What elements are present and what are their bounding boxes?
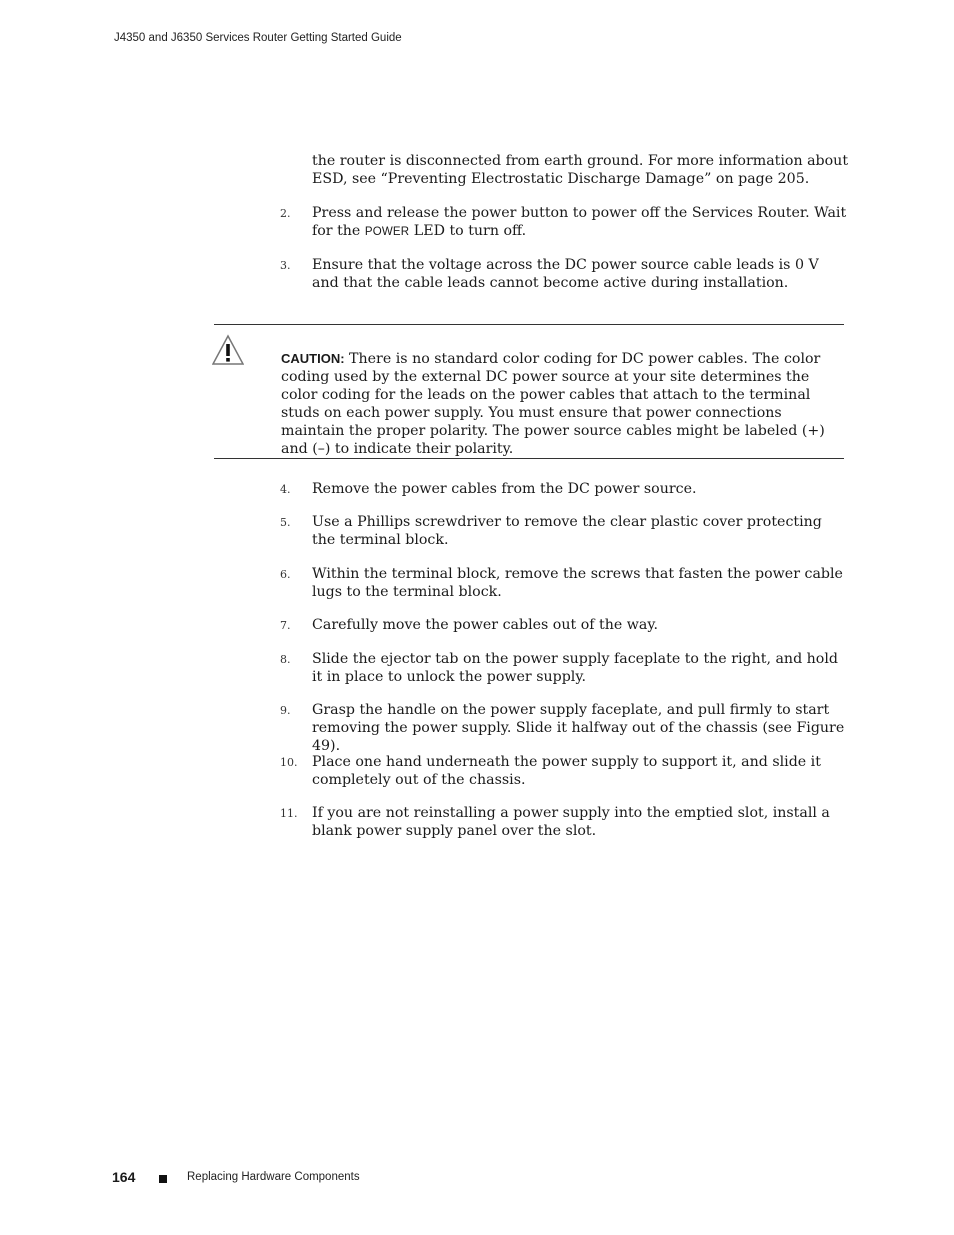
step-text: Within the terminal block, remove the screws that fasten the power cable lugs to the terminal block. xyxy=(312,566,843,600)
step-text: Place one hand underneath the power supply to support it, and slide it completely out of the chassis. xyxy=(312,754,821,788)
step-number: 11. xyxy=(280,807,298,820)
step-number: 9. xyxy=(280,704,291,717)
page-number: 164 xyxy=(112,1169,136,1185)
continued-line-2: ESD, see “Preventing Electrostatic Discharge Damage” on page 205. xyxy=(312,171,810,187)
footer-bullet-icon xyxy=(159,1175,167,1183)
caution-body: There is no standard color coding for DC power cables. The color coding used by the external DC power source at your site determines the color coding for the leads on the power cables that attach to the terminal studs on each power supply. You must ensure that power connections maintain the proper polarity. The power source cables might be labeled (+) and (–) to indicate their polarity. xyxy=(281,351,825,457)
caution-message xyxy=(281,350,847,458)
step-number: 5. xyxy=(280,516,291,529)
step-text: Remove the power cables from the DC power source. xyxy=(312,481,697,497)
caution-top-rule xyxy=(214,324,844,325)
running-header: J4350 and J6350 Services Router Getting Started Guide xyxy=(114,32,402,44)
step-number: 4. xyxy=(280,483,291,496)
step-text: Carefully move the power cables out of the way. xyxy=(312,617,658,633)
power-led-label: POWER xyxy=(364,226,410,238)
step-number: 7. xyxy=(280,619,291,632)
caution-label: CAUTION: xyxy=(281,351,345,366)
step-text: Ensure that the voltage across the DC power source cable leads is 0 V and that the cable leads cannot become active during installation. xyxy=(312,257,819,291)
step-number: 8. xyxy=(280,653,291,666)
caution-triangle-icon xyxy=(212,334,244,366)
continued-line-1: the router is disconnected from earth ground. For more information about xyxy=(312,153,849,169)
footer-section-title: Replacing Hardware Components xyxy=(187,1171,360,1183)
step-text: Use a Phillips screwdriver to remove the clear plastic cover protecting the terminal block. xyxy=(312,514,822,548)
step-number: 6. xyxy=(280,568,291,581)
step-text: Press and release the power button to power off the Services Router. Wait for the POWER LED to turn off. xyxy=(312,205,847,239)
step-text: If you are not reinstalling a power supply into the emptied slot, install a blank power supply panel over the slot. xyxy=(312,805,830,839)
step-number: 3. xyxy=(280,259,291,272)
step-number: 2. xyxy=(280,207,291,220)
step-text: Grasp the handle on the power supply faceplate, and pull firmly to start removing the power supply. Slide it halfway out of the chassis (see Figure 49). xyxy=(312,702,845,754)
step-text: Slide the ejector tab on the power supply faceplate to the right, and hold it in place to unlock the power supply. xyxy=(312,651,838,685)
continued-paragraph xyxy=(312,152,852,188)
step-number: 10. xyxy=(280,756,298,769)
caution-bottom-rule xyxy=(214,458,844,459)
